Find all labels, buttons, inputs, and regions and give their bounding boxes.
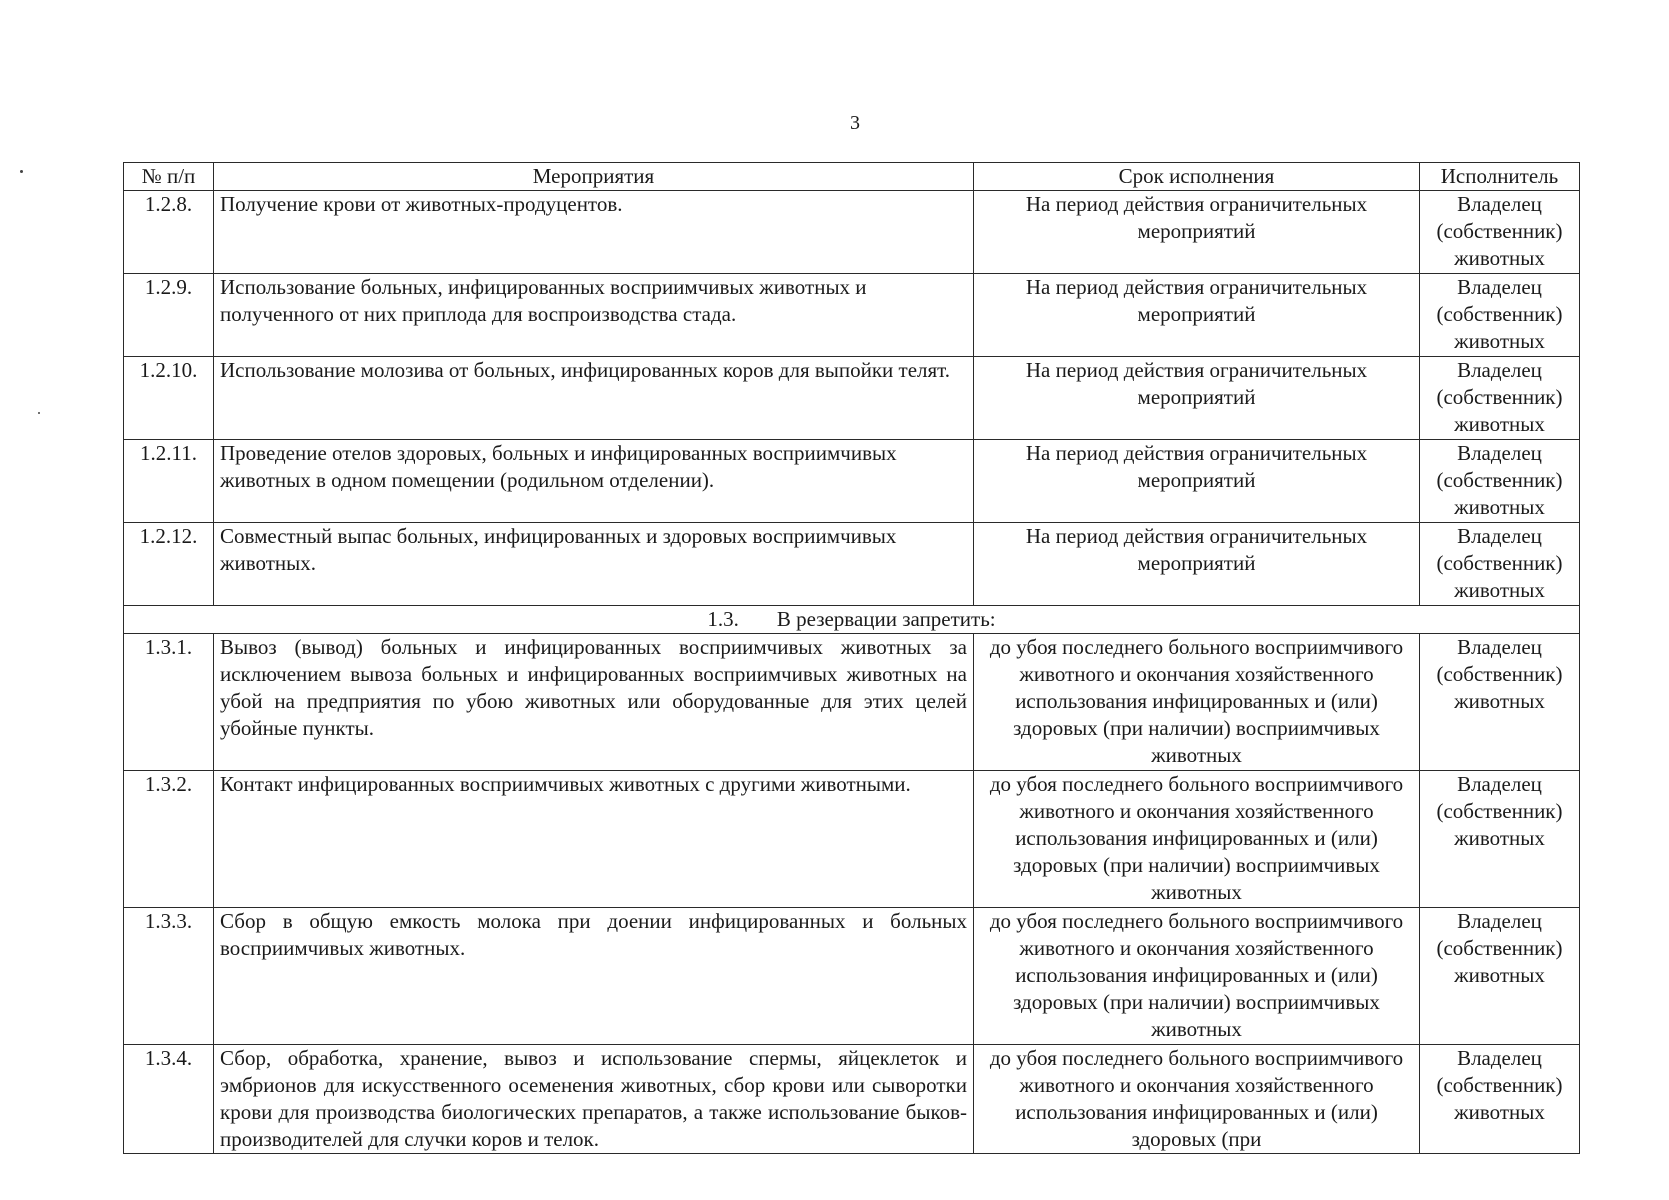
- row-num: 1.2.9.: [124, 274, 214, 357]
- row-executor: Владелец (собственник) животных: [1420, 1045, 1580, 1154]
- header-num: № п/п: [124, 163, 214, 191]
- row-num: 1.3.1.: [124, 634, 214, 771]
- row-action: Сбор в общую емкость молока при доении инфицированных и больных восприимчивых животных.: [214, 908, 974, 1045]
- row-action: Вывоз (вывод) больных и инфицированных восприимчивых животных за исключением вывоза больных и инфицированных восприимчивых животных на убой на предприятия по убою животных или оборудованные для этих целей убойные пункты.: [214, 634, 974, 771]
- header-action: Мероприятия: [214, 163, 974, 191]
- section-title: В резервации запретить:: [776, 607, 996, 631]
- table-row: [124, 1045, 1580, 1154]
- section-heading: [124, 606, 1580, 634]
- measures-table: [123, 162, 1580, 1154]
- row-action: Использование больных, инфицированных восприимчивых животных и полученного от них приплода для воспроизводства стада.: [214, 274, 974, 357]
- row-executor: Владелец (собственник) животных: [1420, 523, 1580, 606]
- table-row: [124, 191, 1580, 274]
- row-term: На период действия ограничительных мероприятий: [974, 523, 1420, 606]
- section-num: 1.3.: [707, 607, 739, 631]
- table-row: [124, 440, 1580, 523]
- scan-speck: [20, 170, 23, 173]
- row-num: 1.2.10.: [124, 357, 214, 440]
- row-num: 1.2.8.: [124, 191, 214, 274]
- row-action: Совместный выпас больных, инфицированных и здоровых восприимчивых животных.: [214, 523, 974, 606]
- row-executor: Владелец (собственник) животных: [1420, 771, 1580, 908]
- table-header-row: [124, 163, 1580, 191]
- row-term: до убоя последнего больного восприимчивого животного и окончания хозяйственного использования инфицированных и (или) здоровых (при: [974, 1045, 1420, 1154]
- row-action: Получение крови от животных-продуцентов.: [214, 191, 974, 274]
- row-num: 1.2.12.: [124, 523, 214, 606]
- row-num: 1.3.4.: [124, 1045, 214, 1154]
- table-row: [124, 634, 1580, 771]
- header-term: Срок исполнения: [974, 163, 1420, 191]
- row-action: Сбор, обработка, хранение, вывоз и использование спермы, яйцеклеток и эмбрионов для искусственного осеменения животных, сбор крови или сыворотки крови для производства биологических препаратов, а также использование быков-производителей для случки коров и телок.: [214, 1045, 974, 1154]
- row-action: Использование молозива от больных, инфицированных коров для выпойки телят.: [214, 357, 974, 440]
- row-term: На период действия ограничительных мероприятий: [974, 357, 1420, 440]
- row-action: Проведение отелов здоровых, больных и инфицированных восприимчивых животных в одном помещении (родильном отделении).: [214, 440, 974, 523]
- row-term: На период действия ограничительных мероприятий: [974, 191, 1420, 274]
- table-row: [124, 357, 1580, 440]
- table-row: [124, 523, 1580, 606]
- row-num: 1.3.2.: [124, 771, 214, 908]
- row-num: 1.3.3.: [124, 908, 214, 1045]
- page-number: 3: [850, 112, 860, 134]
- row-term: до убоя последнего больного восприимчивого животного и окончания хозяйственного использования инфицированных и (или) здоровых (при наличии) восприимчивых животных: [974, 908, 1420, 1045]
- row-term: до убоя последнего больного восприимчивого животного и окончания хозяйственного использования инфицированных и (или) здоровых (при наличии) восприимчивых животных: [974, 634, 1420, 771]
- row-executor: Владелец (собственник) животных: [1420, 634, 1580, 771]
- scan-speck: [38, 412, 40, 414]
- row-executor: Владелец (собственник) животных: [1420, 908, 1580, 1045]
- row-term: до убоя последнего больного восприимчивого животного и окончания хозяйственного использования инфицированных и (или) здоровых (при наличии) восприимчивых животных: [974, 771, 1420, 908]
- section-row: [124, 606, 1580, 634]
- row-executor: Владелец (собственник) животных: [1420, 191, 1580, 274]
- table-row: [124, 771, 1580, 908]
- row-num: 1.2.11.: [124, 440, 214, 523]
- row-executor: Владелец (собственник) животных: [1420, 274, 1580, 357]
- row-executor: Владелец (собственник) животных: [1420, 440, 1580, 523]
- row-term: На период действия ограничительных мероприятий: [974, 274, 1420, 357]
- table-row: [124, 908, 1580, 1045]
- table-row: [124, 274, 1580, 357]
- row-term: На период действия ограничительных мероприятий: [974, 440, 1420, 523]
- row-executor: Владелец (собственник) животных: [1420, 357, 1580, 440]
- header-executor: Исполнитель: [1420, 163, 1580, 191]
- row-action: Контакт инфицированных восприимчивых животных с другими животными.: [214, 771, 974, 908]
